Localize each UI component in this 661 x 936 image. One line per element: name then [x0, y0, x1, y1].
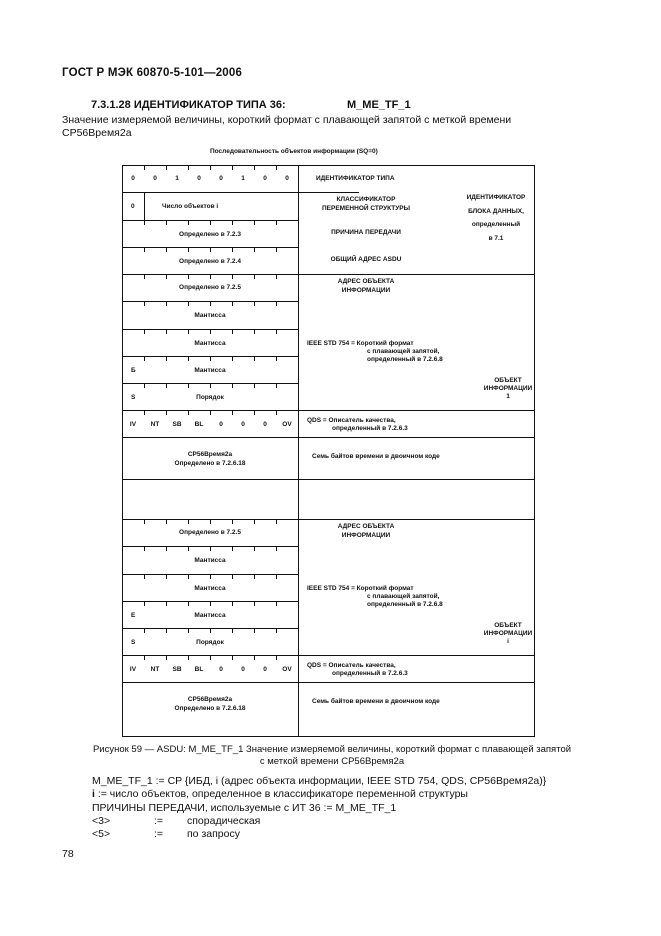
- bit-tick: [254, 520, 255, 524]
- bit-value: 1: [241, 175, 245, 182]
- bit-tick: [144, 656, 145, 660]
- figure-caption-line-2: с меткой времени CP56Время2а: [259, 756, 405, 767]
- time-tag-name: CP56Время2а: [187, 450, 233, 458]
- vsq-sq-divider: [144, 192, 145, 220]
- bit-tick: [188, 656, 189, 660]
- bit-tick: [232, 520, 233, 524]
- ioa-cell: Определено в 7.2.5: [179, 529, 241, 536]
- ioa-cell: Определено в 7.2.5: [179, 284, 241, 291]
- qds-bits: [122, 666, 298, 673]
- bit-tick: [188, 384, 189, 388]
- mantissa-cell: Мантисса: [194, 611, 226, 619]
- qds-bit: 0: [219, 665, 223, 673]
- bit-tick: [188, 302, 189, 306]
- duid-label-4: в 7.1: [488, 234, 504, 242]
- figure-caption: [62, 744, 602, 768]
- intro-line-1: Значение измеряемой величины, короткий формат с плавающей запятой с меткой времени: [62, 114, 512, 126]
- cause-code: <5>: [92, 828, 111, 840]
- bit-tick: [144, 384, 145, 388]
- bit-tick: [166, 248, 167, 252]
- bit-tick: [232, 221, 233, 225]
- bit-tick: [166, 656, 167, 660]
- qds-label-1: QDS = Описатель качества,: [307, 662, 396, 669]
- qds-bit: 0: [263, 665, 267, 673]
- bit-tick: [166, 330, 167, 334]
- bit-tick: [232, 411, 233, 415]
- vsq-bit: 0: [131, 202, 135, 210]
- bit-tick: [210, 357, 211, 361]
- mantissa-cell: Мантисса: [194, 311, 226, 319]
- bit-tick: [232, 357, 233, 361]
- definition-i: i: [92, 788, 95, 800]
- object-label-2: ИНФОРМАЦИИ: [483, 385, 533, 392]
- asdu-address-cell: Определено в 7.2.4: [179, 257, 241, 265]
- intro-line-2: CP56Время2а: [62, 127, 132, 139]
- bit-tick: [144, 302, 145, 306]
- time-tag-label: Семь байтов времени в двоичном коде: [312, 698, 440, 705]
- bit-tick: [144, 547, 145, 551]
- bit-tick: [232, 656, 233, 660]
- section-code: M_ME_TF_1: [347, 99, 411, 111]
- bit-tick: [144, 221, 145, 225]
- bit-value: 0: [219, 175, 223, 182]
- bit-tick: [144, 275, 145, 279]
- bit-tick: [232, 302, 233, 306]
- bit-tick: [254, 411, 255, 415]
- bit-tick: [144, 248, 145, 252]
- bit-tick: [210, 330, 211, 334]
- bit-tick: [254, 357, 255, 361]
- qds-bit: NT: [150, 665, 160, 673]
- bit-tick: [144, 575, 145, 579]
- bit-tick: [188, 520, 189, 524]
- bit-tick: [254, 302, 255, 306]
- bit-tick: [276, 520, 277, 524]
- cause-text: спорадическая: [187, 815, 261, 827]
- object-label-1: ОБЪЕКТ: [494, 622, 522, 629]
- bit-tick: [276, 384, 277, 388]
- bit-tick: [144, 357, 145, 361]
- bit-tick: [276, 411, 277, 415]
- qds-bit: BL: [194, 665, 204, 673]
- bit-tick: [276, 330, 277, 334]
- qds-bit: 0: [241, 420, 245, 428]
- bit-tick: [276, 166, 277, 170]
- ioa-label-1: АДРЕС ОБЪЕКТА: [337, 278, 395, 285]
- bit-tick: [188, 575, 189, 579]
- gap-divider-top: [122, 479, 535, 480]
- bit-tick: [210, 275, 211, 279]
- ieee-label-2: с плавающей запятой,: [367, 348, 440, 355]
- cot-label: ПРИЧИНА ПЕРЕДАЧИ: [331, 229, 401, 236]
- bit-tick: [232, 384, 233, 388]
- bit-tick: [210, 221, 211, 225]
- time-tag-row: [122, 437, 298, 479]
- bit-tick: [166, 547, 167, 551]
- object-label-1: ОБЪЕКТ: [494, 377, 522, 384]
- bit-value: 0: [197, 175, 201, 182]
- bit-tick: [166, 411, 167, 415]
- bit-tick: [144, 629, 145, 633]
- sign-bit: S: [131, 393, 136, 401]
- bit-tick: [166, 275, 167, 279]
- bit-tick: [254, 248, 255, 252]
- bit-tick: [276, 575, 277, 579]
- object-label-2: ИНФОРМАЦИИ: [483, 630, 533, 637]
- bit-tick: [232, 248, 233, 252]
- bit-tick: [166, 302, 167, 306]
- bit-tick: [276, 221, 277, 225]
- bit-tick: [210, 656, 211, 660]
- bit-tick: [210, 629, 211, 633]
- bit-tick: [276, 602, 277, 606]
- cot-cell: Определено в 7.2.3: [179, 230, 241, 238]
- time-tag-row: [122, 682, 298, 724]
- bit-tick: [188, 275, 189, 279]
- bit-value: 0: [153, 175, 157, 182]
- bit-tick: [144, 602, 145, 606]
- type-id-bits: [122, 175, 298, 182]
- qds-bit: NT: [150, 420, 160, 428]
- definition-line-1: M_ME_TF_1 := CP {ИБД, i (адрес объекта информации, IEEE STD 754, QDS, CP56Время2а)}: [92, 775, 547, 787]
- time-tag-label: Семь байтов времени в двоичном коде: [312, 453, 440, 460]
- bit-tick: [276, 302, 277, 306]
- bit-tick: [188, 629, 189, 633]
- bit-tick: [232, 166, 233, 170]
- field-column-divider: [298, 165, 299, 737]
- bit-tick: [210, 520, 211, 524]
- bit-tick: [188, 602, 189, 606]
- qds-bits: [122, 421, 298, 428]
- bit-value: 0: [131, 175, 135, 182]
- figure-caption-line-1: Рисунок 59 — ASDU: M_ME_TF_1 Значение измеряемой величины, короткий формат с плавающей запятой: [92, 744, 572, 755]
- page-number: 78: [62, 848, 74, 860]
- bit-tick: [166, 575, 167, 579]
- bit-tick: [188, 411, 189, 415]
- ieee-label-3: определенный в 7.2.6.8: [367, 356, 443, 363]
- ieee-label-1: IEEE STD 754 = Короткий формат: [307, 585, 414, 592]
- sign-bit: S: [131, 638, 136, 646]
- bit-tick: [276, 275, 277, 279]
- qds-top-divider: [122, 410, 535, 411]
- cause-op: :=: [154, 815, 164, 827]
- time-tag-ref: Определено в 7.2.6.18: [174, 459, 246, 467]
- duid-label-3: определенный: [471, 221, 521, 228]
- qds-label-2: определенный в 7.2.6.3: [332, 670, 408, 677]
- ieee-label-1: IEEE STD 754 = Короткий формат: [307, 340, 414, 347]
- bit-tick: [210, 302, 211, 306]
- bit-tick: [210, 248, 211, 252]
- section-title: 7.3.1.28 ИДЕНТИФИКАТОР ТИПА 36:: [91, 99, 286, 111]
- bit-tick: [144, 330, 145, 334]
- asdu-address-label: ОБЩИЙ АДРЕС ASDU: [330, 256, 402, 263]
- cause-row: [92, 828, 240, 841]
- bit-tick: [254, 629, 255, 633]
- object-label-3: i: [507, 638, 509, 645]
- bit-tick: [210, 166, 211, 170]
- bit-tick: [232, 330, 233, 334]
- qds-bit: IV: [129, 420, 137, 428]
- definition-line-2: [92, 788, 468, 801]
- mantissa-cell: Мантисса: [194, 339, 226, 347]
- bit-tick: [232, 575, 233, 579]
- bit-tick: [144, 166, 145, 170]
- exponent-cell: Порядок: [196, 393, 224, 401]
- bit-tick: [232, 547, 233, 551]
- vsq-label-1: КЛАССИФИКАТОР: [336, 196, 396, 203]
- cause-code: <3>: [92, 815, 111, 827]
- exponent-cell: Порядок: [196, 638, 224, 646]
- bit-tick: [166, 221, 167, 225]
- bit-tick: [254, 656, 255, 660]
- diagram-top-caption: Последовательность объектов информации (SQ=0): [210, 148, 378, 155]
- bit-tick: [254, 166, 255, 170]
- type-id-label: ИДЕНТИФИКАТОР ТИПА: [316, 175, 395, 182]
- bit-tick: [254, 275, 255, 279]
- bit-tick: [210, 547, 211, 551]
- qds-top-divider: [122, 655, 535, 656]
- time-top-divider: [122, 682, 535, 683]
- bit-tick: [166, 602, 167, 606]
- bit-tick: [166, 384, 167, 388]
- bit-tick: [232, 275, 233, 279]
- qds-bit: BL: [194, 420, 204, 428]
- qds-bit: SB: [172, 420, 182, 428]
- bit-tick: [166, 166, 167, 170]
- mantissa-cell: Мантисса: [194, 584, 226, 592]
- vsq-row: [122, 192, 298, 220]
- bit-tick: [188, 547, 189, 551]
- bit-tick: [188, 248, 189, 252]
- bit-tick: [232, 602, 233, 606]
- bit-tick: [254, 221, 255, 225]
- ioa-label-2: ИНФОРМАЦИИ: [341, 532, 391, 539]
- mantissa-cell: Мантисса: [194, 556, 226, 564]
- cause-text: по запросу: [187, 828, 240, 840]
- mantissa-cell: Мантисса: [194, 366, 226, 374]
- bit-tick: [188, 357, 189, 361]
- bit-tick: [188, 166, 189, 170]
- bit-tick: [276, 629, 277, 633]
- definition-line-3: ПРИЧИНЫ ПЕРЕДАЧИ, используемые с ИТ 36 := M_ME_TF_1: [92, 802, 397, 814]
- sign-or-high-bits: Б: [131, 366, 136, 374]
- bit-tick: [210, 411, 211, 415]
- bit-tick: [276, 547, 277, 551]
- bit-tick: [166, 520, 167, 524]
- bit-tick: [276, 248, 277, 252]
- definition-i-text: := число объектов, определенное в классификаторе переменной структуры: [94, 788, 468, 800]
- bit-tick: [210, 602, 211, 606]
- cause-row: [92, 815, 261, 828]
- object-label-3: 1: [506, 393, 510, 400]
- time-tag-cell: [122, 695, 298, 713]
- bit-tick: [188, 221, 189, 225]
- qds-bit: OV: [282, 420, 292, 428]
- ieee-label-2: с плавающей запятой,: [367, 593, 440, 600]
- qds-label-1: QDS = Описатель качества,: [307, 417, 396, 424]
- bit-tick: [254, 602, 255, 606]
- document-header: ГОСТ Р МЭК 60870-5-101—2006: [62, 67, 243, 79]
- ioa-label-1: АДРЕС ОБЪЕКТА: [337, 523, 395, 530]
- qds-bit: SB: [172, 665, 182, 673]
- bit-tick: [254, 575, 255, 579]
- time-tag-cell: [122, 450, 298, 468]
- duid-label-1: ИДЕНТИФИКАТОР: [466, 194, 526, 201]
- sign-or-high-bits: Е: [131, 611, 136, 619]
- bit-value: 0: [263, 175, 267, 182]
- qds-bit: 0: [263, 420, 267, 428]
- cause-op: :=: [154, 828, 164, 840]
- bit-tick: [166, 629, 167, 633]
- time-tag-ref: Определено в 7.2.6.18: [174, 704, 246, 712]
- bit-tick: [276, 656, 277, 660]
- bit-tick: [254, 547, 255, 551]
- bit-tick: [232, 629, 233, 633]
- qds-bit: OV: [282, 665, 292, 673]
- bit-value: 1: [175, 175, 179, 182]
- section-heading: [91, 99, 411, 111]
- bit-value: 0: [285, 175, 289, 182]
- ioa-label-2: ИНФОРМАЦИИ: [341, 287, 391, 294]
- bit-tick: [210, 384, 211, 388]
- duid-label-2: БЛОКА ДАННЫХ,: [468, 207, 524, 215]
- vsq-count: Число объектов i: [162, 202, 219, 210]
- ieee-label-3: определенный в 7.2.6.8: [367, 601, 443, 608]
- bit-tick: [188, 330, 189, 334]
- bit-tick: [254, 330, 255, 334]
- intro-paragraph: [62, 114, 598, 140]
- bit-tick: [144, 520, 145, 524]
- bit-tick: [254, 384, 255, 388]
- qds-bit: IV: [129, 665, 137, 673]
- qds-bit: 0: [241, 665, 245, 673]
- bit-tick: [276, 357, 277, 361]
- bit-tick: [144, 411, 145, 415]
- time-top-divider: [122, 437, 535, 438]
- time-tag-name: CP56Время2а: [187, 695, 233, 703]
- qds-bit: 0: [219, 420, 223, 428]
- bit-tick: [210, 575, 211, 579]
- bit-tick: [166, 357, 167, 361]
- qds-label-2: определенный в 7.2.6.3: [332, 425, 408, 432]
- vsq-label-2: ПЕРЕМЕННОЙ СТРУКТУРЫ: [322, 205, 410, 212]
